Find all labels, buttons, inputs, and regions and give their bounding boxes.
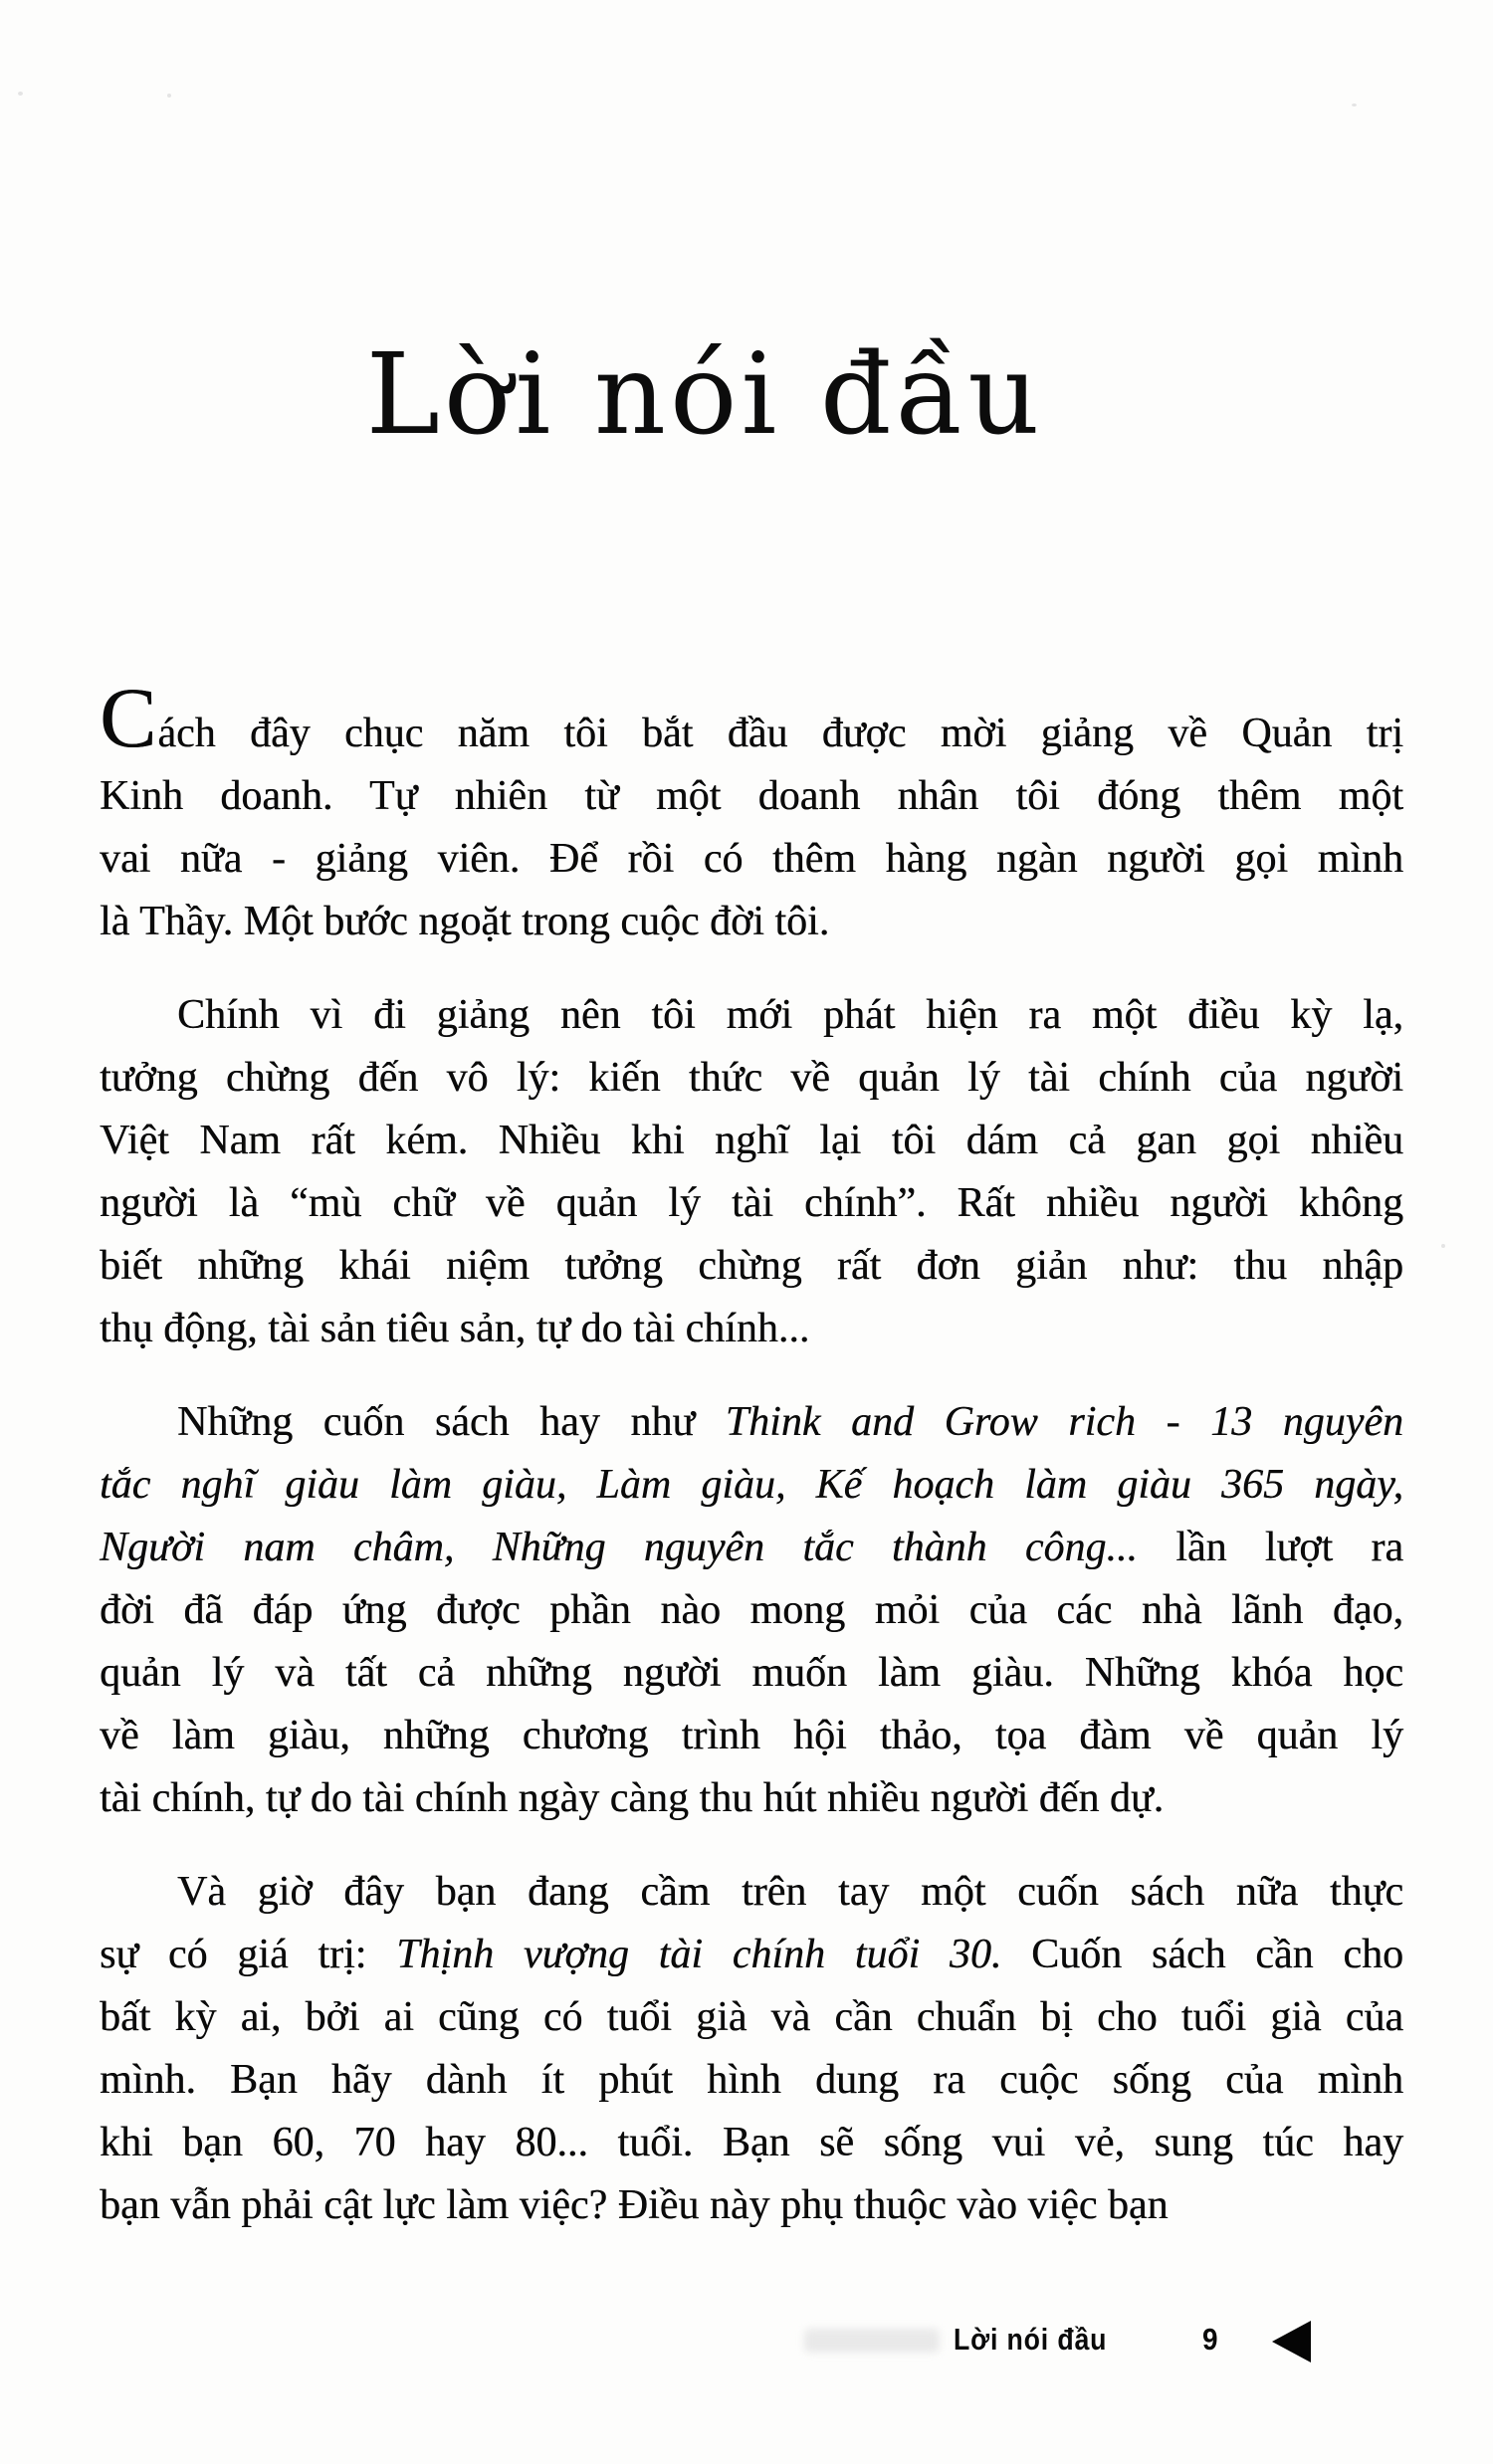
text-segment: Việt Nam rất kém. Nhiều khi nghĩ lại tôi dám cả gan gọi nhiều [100,1118,1403,1163]
text-segment: Những cuốn sách hay như [177,1399,726,1445]
scan-speck [167,94,171,98]
paragraph [100,1861,1403,2237]
text-line [100,1705,1403,1767]
text-segment: bất kỳ ai, bởi ai cũng có tuổi già và cần chuẩn bị cho tuổi già của [100,1994,1403,2040]
text-line [100,2112,1403,2174]
text-segment: đời đã đáp ứng được phần nào mong mỏi của các nhà lãnh đạo, [100,1587,1403,1633]
text-line [100,1298,1403,1360]
text-line [100,670,1403,765]
text-segment: bạn vẫn phải cật lực làm việc? Điều này phụ thuộc vào việc bạn [100,2182,1169,2228]
paragraph [100,984,1403,1360]
text-line [100,765,1403,828]
text-line [100,828,1403,891]
chapter-title: Lời nói đầu [365,330,1044,460]
text-segment: biết những khái niệm tưởng chừng rất đơn giản như: thu nhập [100,1243,1403,1289]
italic-text: Người nam châm, Những nguyên tắc thành công... [100,1525,1138,1570]
text-segment: là Thầy. Một bước ngoặt trong cuộc đời tôi. [100,899,830,944]
text-line [100,1454,1403,1517]
text-line [100,1986,1403,2049]
text-segment: vai nữa - giảng viên. Để rồi có thêm hàng ngàn người gọi mình [100,836,1403,882]
text-line [100,1924,1403,1986]
text-line [100,2174,1403,2237]
text-segment: Và giờ đây bạn đang cầm trên tay một cuốn sách nữa thực [177,1869,1403,1915]
text-line [100,2049,1403,2112]
paragraph [100,670,1403,953]
text-segment: khi bạn 60, 70 hay 80... tuổi. Bạn sẽ sống vui vẻ, sung túc hay [100,2120,1403,2165]
text-segment: Cuốn sách cần cho [1001,1932,1403,1977]
text-line [100,1517,1403,1579]
text-line [100,1579,1403,1642]
text-segment: Chính vì đi giảng nên tôi mới phát hiện ra một điều kỳ lạ, [177,992,1403,1038]
text-line [100,1391,1403,1454]
text-line [100,1767,1403,1830]
text-line [100,1172,1403,1235]
footer-page-number: 9 [1202,2322,1218,2357]
page-footer [0,2319,1493,2368]
text-segment: lần lượt ra [1137,1525,1404,1570]
text-segment: Kinh doanh. Tự nhiên từ một doanh nhân tôi đóng thêm một [100,773,1403,819]
text-segment: tưởng chừng đến vô lý: kiến thức về quản lý tài chính của người [100,1055,1403,1101]
body-text [100,670,1404,2237]
text-line [100,1110,1403,1172]
text-segment: sự có giá trị: [100,1932,397,1977]
text-segment: quản lý và tất cả những người muốn làm giàu. Những khóa học [100,1650,1403,1696]
text-line [100,984,1403,1047]
footer-section-label: Lời nói đầu [954,2322,1108,2357]
scan-speck [18,92,23,96]
text-segment: ách đây chục năm tôi bắt đầu được mời giảng về Quản trị [157,711,1403,756]
text-line [100,1642,1403,1705]
scan-speck [1441,1244,1445,1248]
text-segment: về làm giàu, những chương trình hội thảo, tọa đàm về quản lý [100,1713,1403,1758]
text-segment: thụ động, tài sản tiêu sản, tự do tài chính... [100,1306,810,1351]
italic-text: Thịnh vượng tài chính tuổi 30. [396,1932,1002,1977]
text-line [100,1235,1403,1298]
left-triangle-icon [1272,2321,1311,2362]
text-line [100,1047,1403,1110]
italic-text: tắc nghĩ giàu làm giàu, Làm giàu, Kế hoạch làm giàu 365 ngày, [100,1462,1403,1508]
drop-cap: C [100,670,158,765]
italic-text: Think and Grow rich - 13 nguyên [725,1399,1403,1445]
scan-speck [1352,103,1357,106]
text-segment: mình. Bạn hãy dành ít phút hình dung ra cuộc sống của mình [100,2057,1403,2103]
paragraph [100,1391,1403,1830]
text-segment: tài chính, tự do tài chính ngày càng thu hút nhiều người đến dự. [100,1775,1165,1821]
text-segment: người là “mù chữ về quản lý tài chính”. Rất nhiều người không [100,1180,1403,1226]
text-line [100,1861,1403,1924]
text-line [100,891,1403,953]
